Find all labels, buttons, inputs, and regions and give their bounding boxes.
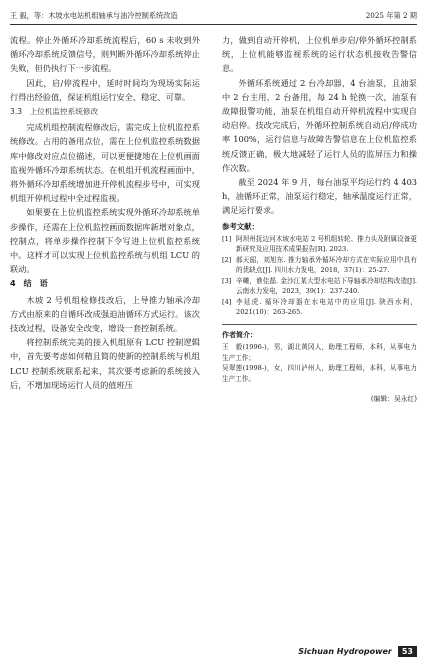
paragraph: 完成机组控制流程修改后，需完成上位机监控系统修改。占用的备用点位，需在上位机监控系统数据库中修改对应点位描述，可以更便捷地在上位机画面监视外循环冷却系统状态。在机组开机流程画面中，将外循环冷却系统增加进开停机流程步号中，可实现机组开停机过程中全过程监视。 — [10, 122, 200, 204]
paragraph: 将控制系统完美的接入机组原有 LCU 控制逻辑中，首先要考虑如何精且简的使新的控制系统与机组 LCU 控制系统联系起来，其次要考虑新的系统接入后，不增加现场运行人员的值班压 — [10, 337, 200, 390]
reference-index: [3] — [222, 276, 232, 285]
running-header — [10, 8, 417, 25]
reference-index: [4] — [222, 297, 232, 306]
paragraph: 外循环系统通过 2 台冷却器，4 台油泵，且油泵中 2 台主用，2 台备用，每 24 h 轮换一次，油泵有故障报警功能，油泵在机组自动开停机流程中实现自动启停。技改完成后，外循环控制系统自动启/停成功率 100%，运行信息与故障告警信息在上位机监控系统反馈正确，极大地减轻了运行人员的监屏压力和操作次数。 — [222, 77, 417, 173]
paragraph: 木坡 2 号机组检修技改后，上导推力轴承冷却方式由原来的自循环改成强迫油循环方式运行。该次技改过程，设备安全改变，增设一套控制系统。 — [10, 294, 200, 334]
right-column — [222, 33, 417, 406]
reference-item — [222, 255, 417, 276]
author-info — [222, 324, 417, 384]
reference-text: 阿坝州抚边河木坡水电站 2 号机组转轮、推力头及附属设备更新研究及应用技术成果报告[R]. 2023. — [236, 234, 417, 254]
author-entry: 吴翠莲(1998-)，女，四川泸州人，助理工程师，本科，从事电力生产工作。 — [222, 364, 417, 383]
reference-text: 李延虎. 循环冷却器在水电站中的应用[J]. 陕西水利，2021(10)：263-265. — [236, 297, 417, 317]
reference-item — [222, 297, 417, 318]
header-issue: 2025 年第 2 期 — [365, 11, 417, 20]
reference-list — [222, 234, 417, 318]
left-column — [10, 33, 200, 392]
editor-note: (编辑：吴永红) — [370, 395, 417, 404]
reference-text: 辛曦，谯佳磊. 金沙江某大型水电站下导轴承冷却结构改造[J]. 云南水力发电，2023，39(1)：237-240. — [236, 276, 417, 296]
author-entry: 王 毅(1996-)，男，湖北黄冈人，助理工程师，本科，从事电力生产工作； — [222, 343, 417, 362]
journal-name: Sichuan Hydropower — [298, 646, 392, 656]
reference-item — [222, 234, 417, 255]
paragraph: 流程。停止外循环冷却系统流程后，60 s 未收到外循环冷却系统反馈信号，则判断外循环冷却系统停止失败，但仍执行下一步流程。 — [10, 35, 200, 74]
section-heading: 4 结 语 — [10, 279, 48, 289]
reference-index: [1] — [222, 234, 232, 243]
reference-item — [222, 276, 417, 297]
references-title: 参考文献： — [222, 221, 259, 231]
paragraph: 因此，启/停流程中，延时时间均为现场实际运行得出经验值，保证机组运行安全、稳定、可靠。 — [10, 77, 200, 102]
section-heading: 3.3 上位机监控系统修改 — [10, 107, 99, 117]
header-authors-title: 王 毅，等：木坡水电站机组轴承与油冷控制系统改造 — [10, 11, 178, 20]
page-number: 53 — [398, 646, 417, 657]
paragraph: 截至 2024 年 9 月，每台油泵平均运行约 4 403 h，油循环正常，油泵运行稳定，轴承温度运行正常，满足运行要求。 — [222, 177, 417, 216]
author-info-title: 作者简介： — [222, 330, 257, 339]
reference-index: [2] — [222, 255, 232, 264]
reference-text: 郝天韶，刘旭东. 推力轴承外循环冷却方式在实际应用中具有的优缺点[J]. 四川水力发电，2018，37(1)：25-27. — [236, 255, 417, 275]
paragraph: 力，做到自动开停机，上位机单步启/停外循环控制系统，上位机能够监视系统的运行状态机接收告警信息。 — [222, 35, 417, 74]
paragraph: 如果要在上位机监控系统实现外循环冷却系统单步操作，还需在上位机监控画面数据库新增对象点，控制点，将单步操作控制下令写进上位机监控系统中。这样才可以实现上位机监控系统与机组 LCU 的联动。 — [10, 207, 200, 275]
page-footer — [298, 644, 417, 658]
